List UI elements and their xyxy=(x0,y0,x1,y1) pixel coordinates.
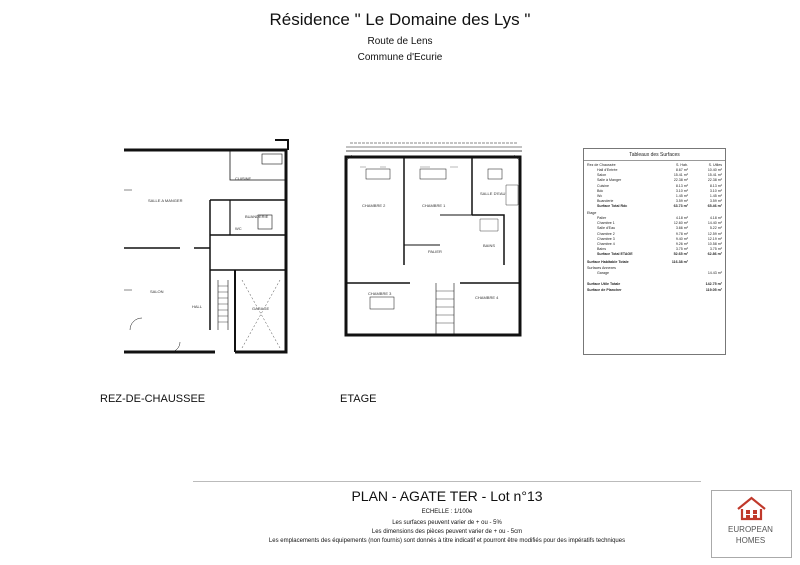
col-util-header: S. Utiles xyxy=(708,163,722,167)
room-chambre1-label: CHAMBRE 1 xyxy=(422,203,446,208)
ground-floor-label: REZ-DE-CHAUSSEE xyxy=(100,393,206,405)
upper-floor-plan xyxy=(340,135,530,360)
table-row: Cuisine 8.13 m² 8.13 m² xyxy=(597,183,722,188)
surfaces-table xyxy=(583,148,726,355)
table-row: Salle à Manger 22.38 m² 22.38 m² xyxy=(597,178,722,183)
room-cuisine-label: CUISINE xyxy=(235,176,252,181)
surfaces-table-header xyxy=(584,161,725,168)
utile-total-row: Surface Utile Totale 142.75 m² xyxy=(587,282,722,287)
address-line-1: Route de Lens xyxy=(367,36,433,47)
plancher-total-row: Surface de Plancher 119.05 m² xyxy=(587,287,722,292)
house-icon xyxy=(712,491,791,525)
room-chambre4-label: CHAMBRE 4 xyxy=(475,295,499,300)
european-homes-logo xyxy=(711,490,792,558)
note-surfaces: Les surfaces peuvent varier de + ou - 5% xyxy=(392,520,502,526)
logo-text-line1: EUROPEAN xyxy=(728,525,773,534)
note-dimensions: Les dimensions des pièces peuvent varier de + ou - 5cm xyxy=(371,529,523,535)
table-row: Chambre 3 9.40 m² 12.19 m² xyxy=(597,236,722,241)
address-line-2: Commune d'Ecurie xyxy=(357,52,443,63)
upper-floor-label: ETAGE xyxy=(340,393,377,405)
table-row: Chambre 2 9.78 m² 12.59 m² xyxy=(597,231,722,236)
room-bains-label: BAINS xyxy=(483,243,496,248)
habitable-total-row: Surface Habitable Totale 116.38 m² xyxy=(587,259,688,264)
plan-title: PLAN - AGATE TER - Lot n°13 xyxy=(351,488,543,504)
room-salle-a-manger-label: SALLE A MANGER xyxy=(148,198,183,203)
table-row: Garage 14.43 m² xyxy=(597,271,722,276)
table-row: Salon 15.41 m² 15.41 m² xyxy=(597,173,722,178)
table-row: Hall d'Entrée 8.67 m² 10.40 m² xyxy=(597,168,722,172)
residence-title: Résidence " Le Domaine des Lys " xyxy=(269,10,531,29)
etage-total-row: Surface Total ETAGE 52.65 m² 62.86 m² xyxy=(597,252,722,257)
room-chambre2-label: CHAMBRE 2 xyxy=(362,203,386,208)
rdc-total-row: Surface Total Rdc 63.73 m² 65.46 m² xyxy=(597,204,722,209)
room-garage-label: GARAGE xyxy=(252,306,270,311)
col-hab-header: S. Hab. xyxy=(676,163,688,167)
table-row: Salle d'Eau 3.66 m² 5.22 m² xyxy=(597,226,722,231)
room-salon-label: SALON xyxy=(150,289,164,294)
table-row: Wc 1.45 m² 1.45 m² xyxy=(597,194,722,199)
room-hall-label: HALL xyxy=(192,304,203,309)
table-row: Bains 3.75 m² 3.75 m² xyxy=(597,247,722,252)
note-equipments: Les emplacements des équipements (non fournis) sont donnés à titre indicatif et pourront être modifiés pour des impératifs techniques xyxy=(268,538,626,544)
col-section-header: Rez de Chaussée xyxy=(587,163,616,167)
scale-label: ECHELLE : 1/100e xyxy=(421,509,473,515)
room-palier-label: PALIER xyxy=(428,249,442,254)
room-chambre3-label: CHAMBRE 3 xyxy=(368,291,392,296)
room-salle-eau-label: SALLE D'EAU xyxy=(480,191,506,196)
table-row: Chambre 1 12.60 m² 14.40 m² xyxy=(597,221,722,226)
room-wc-label: WC xyxy=(235,226,242,231)
table-row: Chambre 4 9.26 m² 10.58 m² xyxy=(597,242,722,247)
annexes-section-label: Surfaces Annexes xyxy=(587,265,616,270)
table-row: Buanderie 3.59 m² 3.59 m² xyxy=(597,199,722,204)
etage-section-label: Etage xyxy=(587,210,597,215)
table-row: Bdc 3.10 m² 3.10 m² xyxy=(597,188,722,193)
table-row: Palier 4.18 m² 4.18 m² xyxy=(597,216,722,221)
room-buanderie-label: BUANDERIE xyxy=(245,214,269,219)
surfaces-table-title: Tableaux des Surfaces xyxy=(584,149,725,161)
logo-text-line2: HOMES xyxy=(735,536,766,545)
ground-floor-plan xyxy=(110,130,300,370)
